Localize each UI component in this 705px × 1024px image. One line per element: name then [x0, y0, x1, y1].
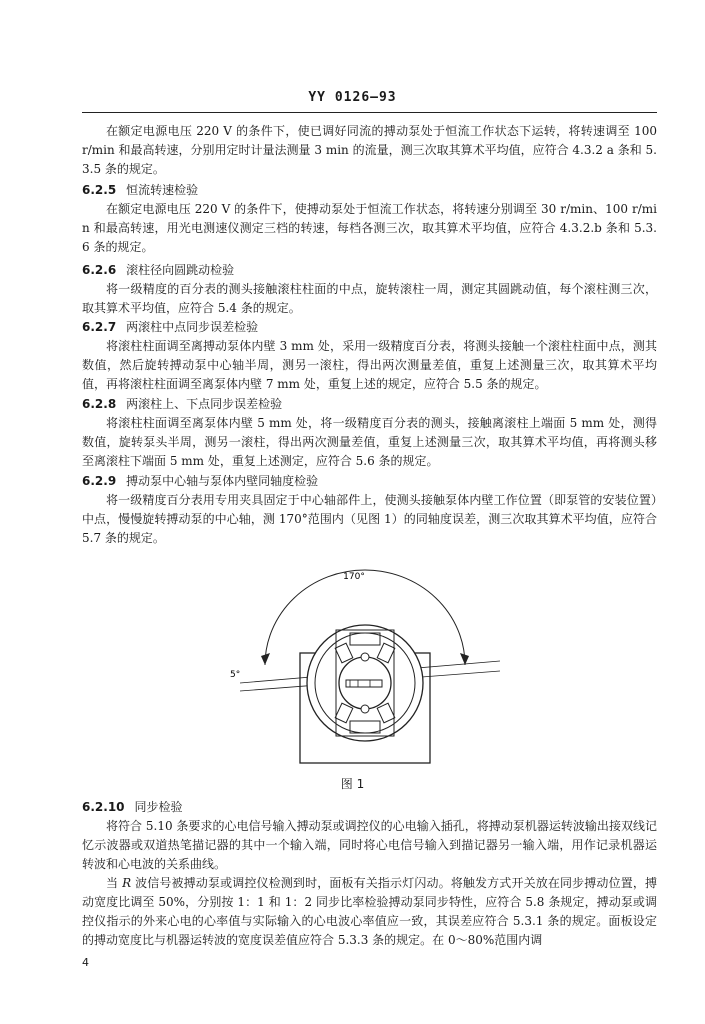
figure-caption: 图 1 — [340, 777, 365, 791]
fastener-bottom — [361, 705, 369, 713]
section-title: 搏动泵中心轴与泵体内壁同轴度检验 — [126, 474, 319, 488]
section-title: 两滚柱中点同步误差检验 — [126, 320, 259, 334]
section-paragraph: 将一级精度的百分表的测头接触滚柱柱面的中点，旋转滚柱一周，测定其圆跳动值，每个滚柱测三次，取其算术平均值，应符合 5.4 条的规定。 — [82, 282, 657, 315]
figure-1-diagram — [200, 565, 500, 775]
section-number: 6.2.10 — [82, 800, 125, 814]
section-paragraph: 在额定电源电压 220 V 的条件下，使搏动泵处于恒流工作状态，将转速分别调至 30 r/min、100 r/min 和最高转速，用光电测速仪测定三档的转速，每档各测三次，取其算术平均值，应符合 4.3.2.b 条和 5.3.6 条的规定。 — [82, 202, 657, 254]
section-number: 6.2.5 — [82, 183, 117, 197]
offset-angle-label: 5° — [230, 670, 241, 680]
arc-arrow-left — [261, 653, 270, 665]
section-6-2-7 — [82, 318, 657, 394]
section-paragraph: 将滚柱柱面调至离泵体内壁 5 mm 处，将一级精度百分表的测头，接触离滚柱上端面 5 mm 处，测得数值，旋转泵头半周，测另一滚柱，得出两次测量差值，重复上述测量三次，取其算术平均值，再将测头移至离滚柱下端面 5 mm 处，重复上述测定，应符合 5.6 条的规定。 — [82, 416, 657, 468]
section-title: 恒流转速检验 — [126, 183, 199, 197]
intro-paragraph: 在额定电源电压 220 V 的条件下，使已调好同流的搏动泵处于恒流工作状态下运转，将转速调至 100 r/min 和最高转速，分别用定时计量法测量 3 min 的流量，测三次取其算术平均值，应符合 4.3.2 a 条和 5.3.5 条的规定。 — [82, 124, 657, 176]
section-paragraph: 将一级精度百分表用专用夹具固定于中心轴部件上，使测头接触泵体内壁工作位置（即泵管的安装位置）中点，慢慢旋转搏动泵的中心轴，测 170°范围内（见图 1）的同轴度误差，测三次取其算术平均值，应符合 5.7 条的规定。 — [82, 493, 657, 545]
coaxiality-diagram — [200, 565, 500, 775]
section-heading — [82, 798, 657, 817]
intro-section — [82, 122, 657, 179]
section-number: 6.2.7 — [82, 320, 117, 334]
section-paragraph: 将滚柱柱面调至离搏动泵体内壁 3 mm 处，采用一级精度百分表，将测头接触一个滚柱柱面中点，测其数值，然后旋转搏动泵中心轴半周，测另一滚柱，得出两次测量差值，重复上述测量三次，取其算术平均值，再将滚柱柱面调至离泵体内壁 7 mm 处，重复上述的规定，应符合 5.5 条的规定。 — [82, 339, 657, 391]
arc-arrow-right — [460, 653, 469, 665]
dial-gauge-fixture — [346, 680, 382, 687]
text-fragment: 当 — [106, 876, 123, 890]
text-fragment: 波信号被搏动泵或调控仪检测到时，面板有关指示灯闪动。将触发方式开关放在同步搏动位置，搏动宽度比调至 50%，分别按 1：1 和 1：2 同步比率检验搏动泵同步特性，应符合 5.8 条规定，搏动泵或调控仪指示的外来心电的心率值与实际输入的心电波心率值应一致，其误差应符合 5.3.1 条的规定。面板设定的搏动宽度比与机器运转波的宽度误差值应符合 5.3.3 条的规定。在 0～80%范围内调 — [82, 876, 657, 947]
section-paragraph: 将符合 5.10 条要求的心电信号输入搏动泵或调控仪的心电输入插孔，将搏动泵机器运转波输出接双线记忆示波器或双道热笔描记器的其中一个输入端，同时将心电信号输入到描记器另一输入端，用作记录机器运转波和心电波的关系曲线。 — [82, 819, 657, 871]
section-title: 两滚柱上、下点同步误差检验 — [126, 397, 283, 411]
section-6-2-5 — [82, 181, 657, 257]
section-heading — [82, 318, 657, 337]
section-6-2-9 — [82, 472, 657, 548]
section-number: 6.2.6 — [82, 263, 117, 277]
section-heading — [82, 181, 657, 200]
section-number: 6.2.8 — [82, 397, 117, 411]
section-6-2-8 — [82, 395, 657, 471]
section-heading — [82, 395, 657, 414]
section-heading — [82, 472, 657, 491]
standard-code: YY 0126—93 — [308, 90, 397, 105]
section-6-2-6 — [82, 261, 657, 318]
section-number: 6.2.9 — [82, 474, 117, 488]
section-6-2-10 — [82, 798, 657, 950]
section-title: 同步检验 — [134, 800, 183, 814]
page-number: 4 — [82, 956, 89, 969]
section-title: 滚柱径向圆跳动检验 — [126, 263, 235, 277]
section-heading — [82, 261, 657, 280]
angle-label: 170° — [343, 572, 365, 582]
fastener-top — [361, 653, 369, 661]
section-paragraph — [82, 874, 657, 950]
header-divider — [82, 112, 657, 113]
r-wave-symbol: R — [122, 876, 132, 890]
